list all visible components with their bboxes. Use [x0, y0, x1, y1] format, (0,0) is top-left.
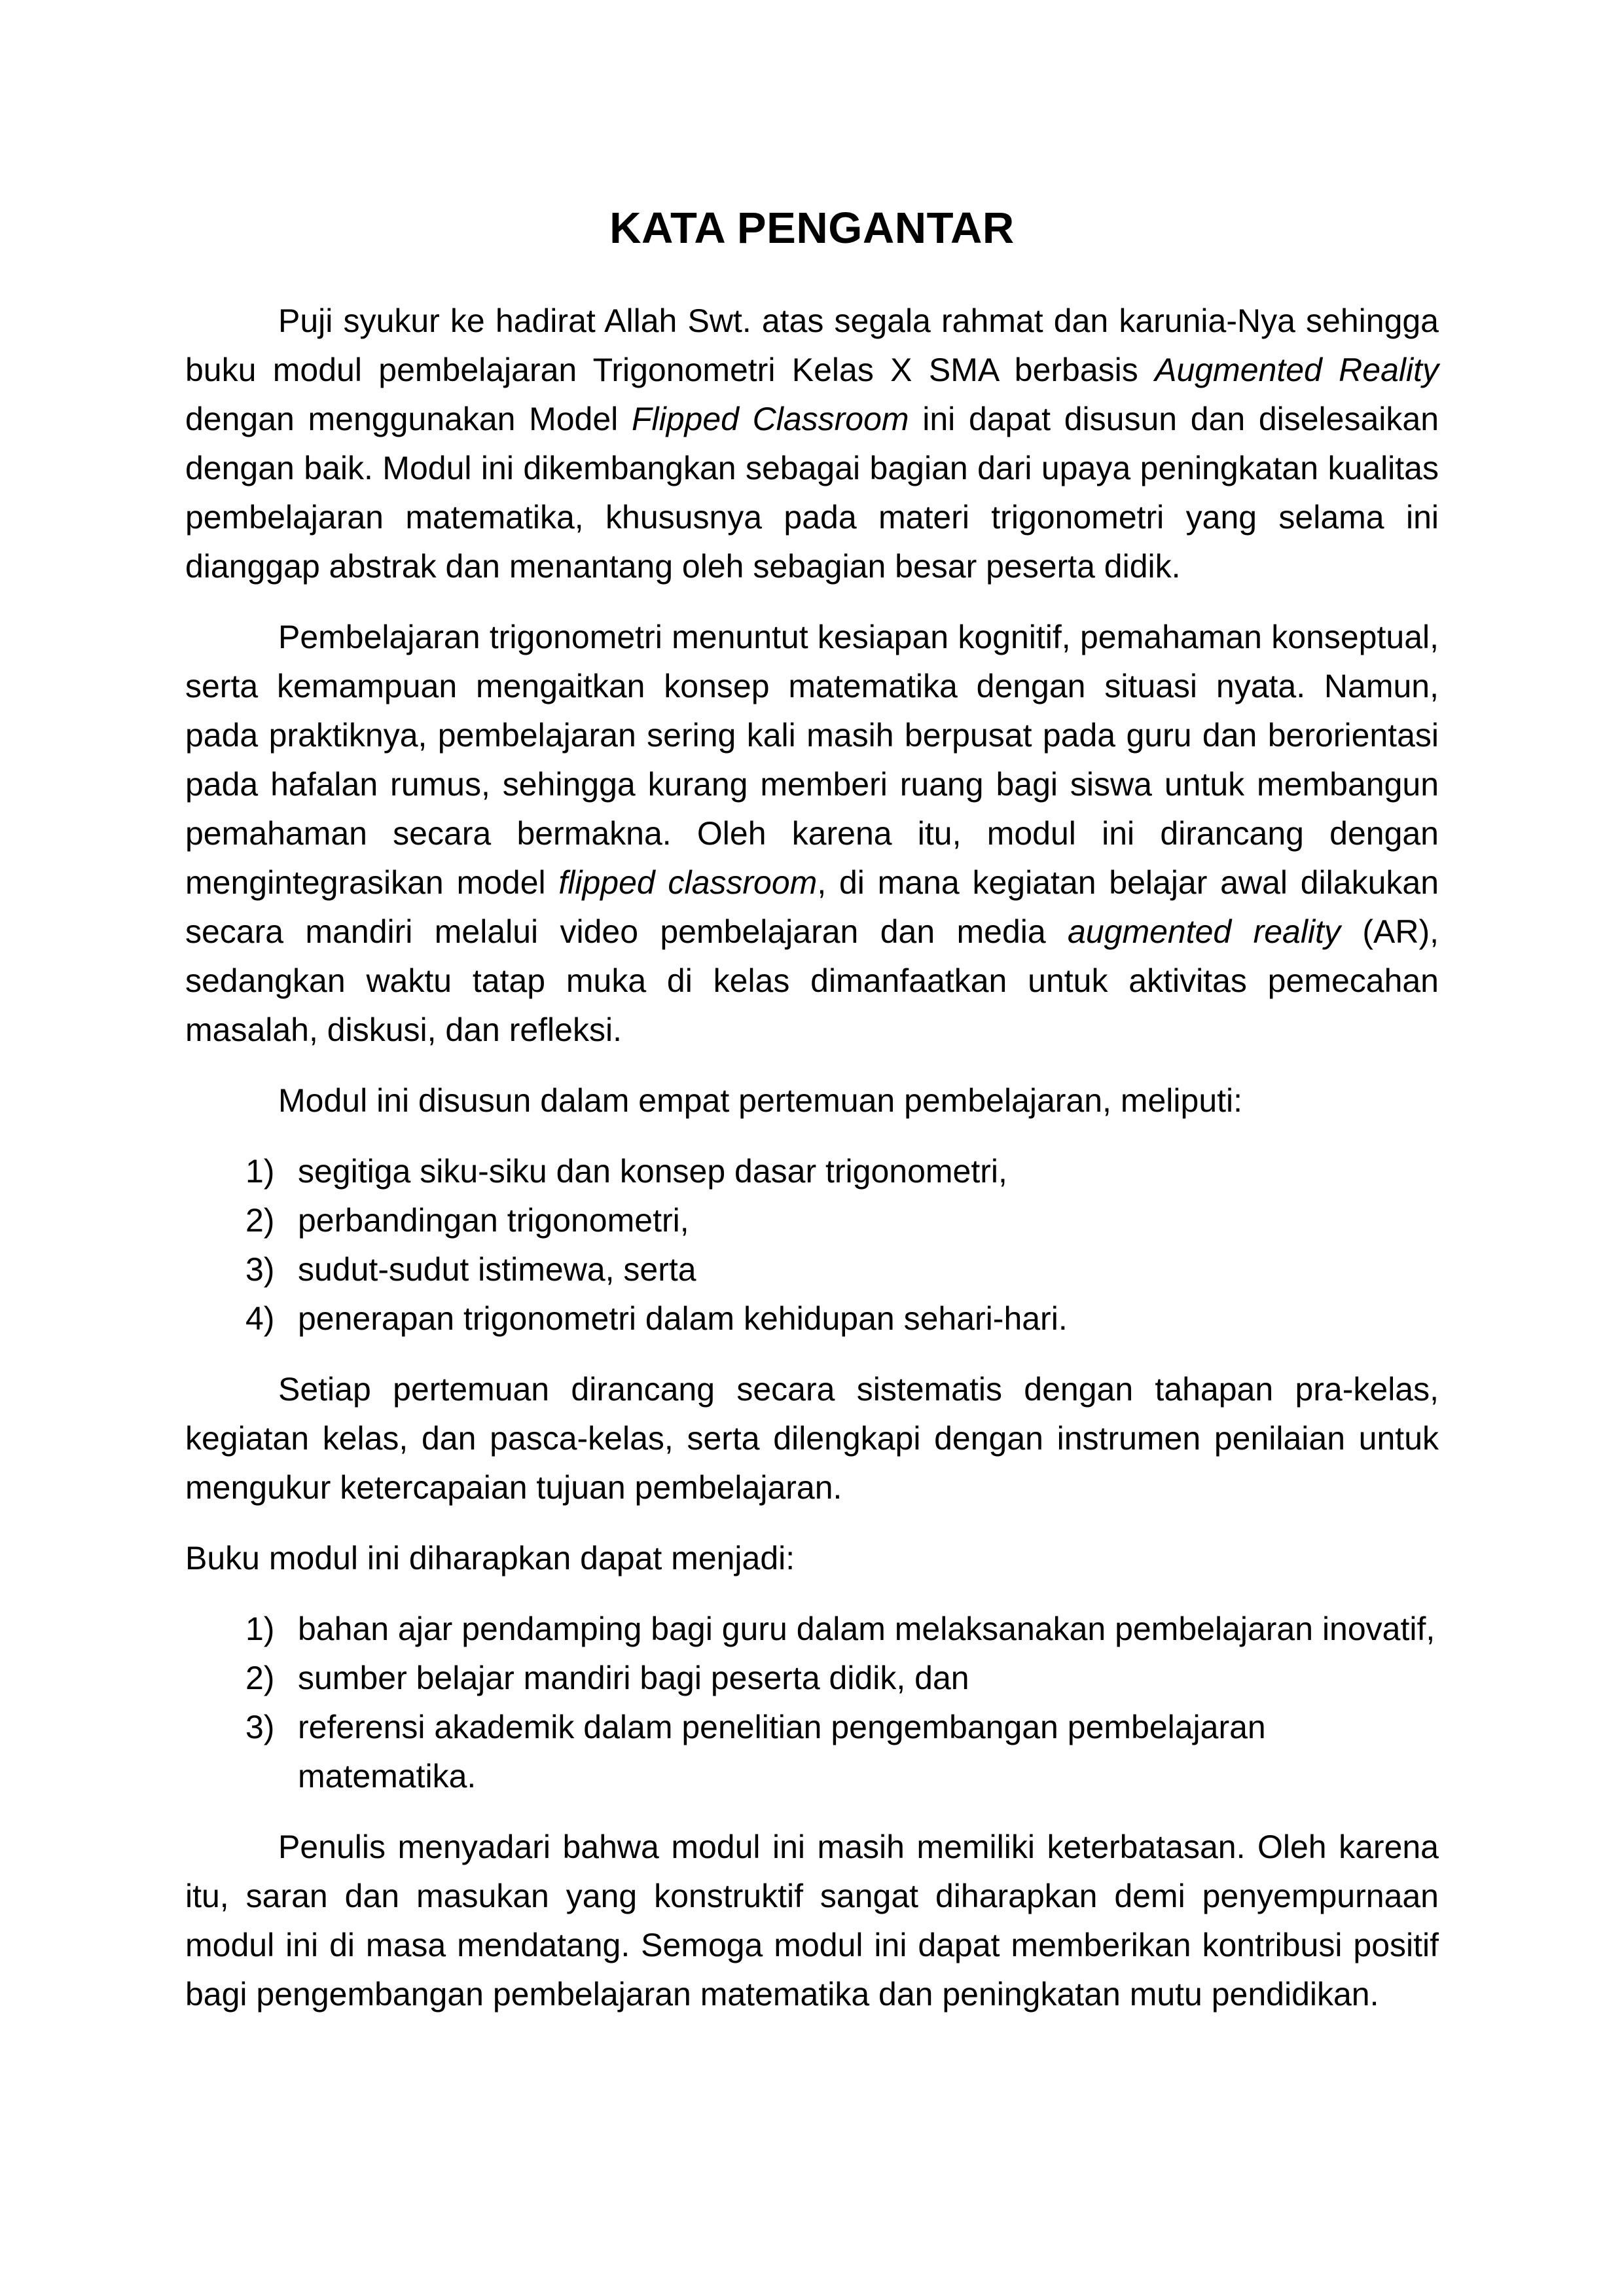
list-item-text: penerapan trigonometri dalam kehidupan sehari-hari.	[298, 1300, 1068, 1338]
list-item-text: perbandingan trigonometri,	[298, 1202, 689, 1239]
list-item-text: referensi akademik dalam penelitian pengembangan pembelajaran matematika.	[298, 1709, 1266, 1795]
meeting-topics-list	[185, 1147, 1439, 1343]
list-item-text: segitiga siku-siku dan konsep dasar trigonometri,	[298, 1153, 1007, 1190]
list-item-number: 3)	[245, 1251, 275, 1288]
paragraph-module-structure-intro: Modul ini disusun dalam empat pertemuan pembelajaran, meliputi:	[278, 1082, 1243, 1120]
list-item-text: sudut-sudut istimewa, serta	[298, 1251, 696, 1288]
document-content	[185, 0, 1439, 2041]
paragraph-meeting-design: Setiap pertemuan dirancang secara sistematis dengan tahapan pra-kelas, kegiatan kelas, dan pasca-kelas, serta dilengkapi dengan instrumen penilaian untuk mengukur ketercapaian tujuan pembelajaran.	[185, 1371, 1439, 1506]
list-item	[185, 1605, 1439, 1654]
list-item-text: bahan ajar pendamping bagi guru dalam melaksanakan pembelajaran inovatif,	[298, 1611, 1435, 1648]
list-item	[185, 1147, 1439, 1196]
list-item	[185, 1654, 1439, 1703]
list-item	[185, 1294, 1439, 1343]
list-item	[185, 1703, 1439, 1801]
list-item-number: 3)	[245, 1709, 275, 1746]
list-item-number: 4)	[245, 1300, 275, 1338]
list-item-number: 1)	[245, 1153, 275, 1190]
list-item	[185, 1245, 1439, 1294]
list-item-number: 2)	[245, 1660, 275, 1697]
list-item-number: 1)	[245, 1611, 275, 1648]
expected-roles-list	[185, 1605, 1439, 1801]
paragraph-opening: Puji syukur ke hadirat Allah Swt. atas segala rahmat dan karunia-Nya sehingga buku modul pembelajaran Trigonometri Kelas X SMA berbasis Augmented Reality dengan menggunakan Model Flipped Classroom ini dapat disusun dan diselesaikan dengan baik. Modul ini dikembangkan sebagai bagian dari upaya peningkatan kualitas pembelajaran matematika, khususnya pada materi trigonometri yang selama ini dianggap abstrak dan menantang oleh sebagian besar peserta didik.	[185, 302, 1439, 585]
page-title: KATA PENGANTAR	[609, 204, 1015, 253]
list-item	[185, 1196, 1439, 1245]
paragraph-closing: Penulis menyadari bahwa modul ini masih memiliki keterbatasan. Oleh karena itu, saran dan masukan yang konstruktif sangat diharapkan demi penyempurnaan modul ini di masa mendatang. Semoga modul ini dapat memberikan kontribusi positif bagi pengembangan pembelajaran matematika dan peningkatan mutu pendidikan.	[185, 1829, 1439, 2013]
paragraph-expectations-intro: Buku modul ini diharapkan dapat menjadi:	[185, 1540, 795, 1577]
list-item-text: sumber belajar mandiri bagi peserta didik, dan	[298, 1660, 969, 1697]
paragraph-learning-context: Pembelajaran trigonometri menuntut kesiapan kognitif, pemahaman konseptual, serta kemampuan mengaitkan konsep matematika dengan situasi nyata. Namun, pada praktiknya, pembelajaran sering kali masih berpusat pada guru dan berorientasi pada hafalan rumus, sehingga kurang memberi ruang bagi siswa untuk membangun pemahaman secara bermakna. Oleh karena itu, modul ini dirancang dengan mengintegrasikan model flipped classroom, di mana kegiatan belajar awal dilakukan secara mandiri melalui video pembelajaran dan media augmented reality (AR), sedangkan waktu tatap muka di kelas dimanfaatkan untuk aktivitas pemecahan masalah, diskusi, dan refleksi.	[185, 619, 1439, 1049]
list-item-number: 2)	[245, 1202, 275, 1239]
